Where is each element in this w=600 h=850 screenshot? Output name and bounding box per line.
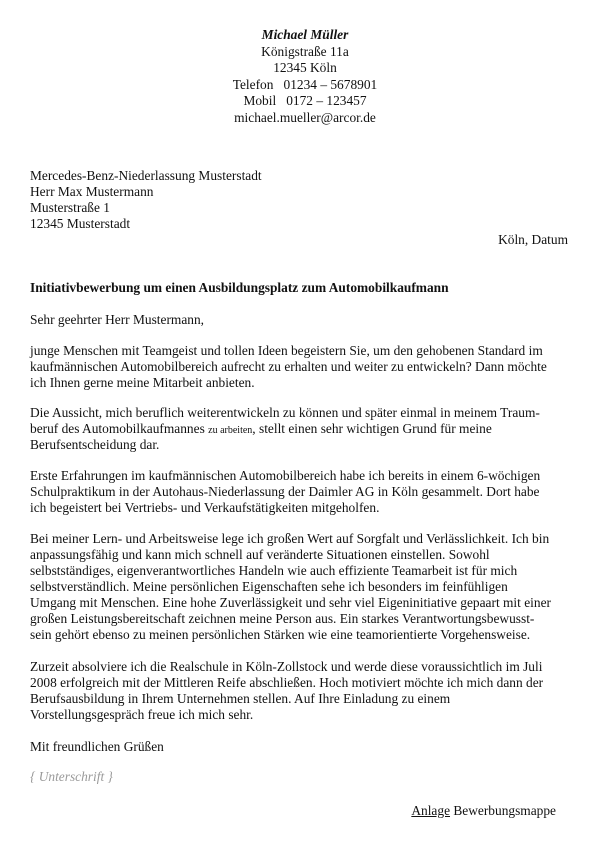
paragraph-line: sein gehört ebenso zu meinen persönlichen Stärken wie eine teamorientierte Vorgehensweise. [30, 627, 531, 642]
paragraph-line [30, 421, 575, 437]
paragraph-1 [30, 343, 575, 391]
sender-city: 12345 Köln [273, 60, 337, 75]
sender-block [210, 27, 400, 126]
paragraph-line: Berufsentscheidung dar. [30, 437, 160, 452]
paragraph-line: ich begeistert bei Vertriebs- und Verkaufstätigkeiten mitgeholfen. [30, 500, 380, 515]
paragraph-line: Die Aussicht, mich beruflich weiterentwickeln zu können und später einmal in meinem Traum- [30, 405, 540, 420]
attachment-note [411, 803, 556, 819]
paragraph-line: Umgang mit Menschen. Eine hohe Zuverlässigkeit und sehr viel Eigeninitiative gepaart mit einer [30, 595, 551, 610]
sender-email: michael.mueller@arcor.de [234, 109, 376, 125]
subject-line: Initiativbewerbung um einen Ausbildungsplatz zum Automobilkaufmann [30, 280, 449, 295]
paragraph-line: Zurzeit absolviere ich die Realschule in Köln-Zollstock und werde diese voraussichtlich im Juli [30, 659, 543, 674]
paragraph-line: Berufsausbildung in Ihrem Unternehmen stellen. Auf Ihre Einladung zu einem [30, 691, 451, 706]
paragraph-line: junge Menschen mit Teamgeist und tollen Ideen begeistern Sie, um den gehobenen Standard im [30, 343, 543, 358]
recipient-block [30, 168, 262, 232]
salutation: Sehr geehrter Herr Mustermann, [30, 312, 205, 327]
sender-name: Michael Müller [261, 27, 349, 42]
paragraph-5 [30, 659, 575, 723]
paragraph-3 [30, 468, 575, 516]
paragraph-line: selbstständiges, eigenverantwortliches Handeln wie auch effiziente Teamarbeit ist für mich [30, 563, 518, 578]
closing-phrase: Mit freundlichen Grüßen [30, 739, 164, 754]
paragraph-text: beruf des Automobilkaufmannes [30, 421, 209, 436]
paragraph-4 [30, 531, 575, 643]
attachment-label: Anlage [411, 803, 451, 818]
sender-street: Königstraße 11a [261, 43, 349, 59]
place-date: Köln, Datum [498, 232, 568, 247]
paragraph-line: Erste Erfahrungen im kaufmännischen Automobilbereich habe ich bereits in einem 6-wöchigen [30, 468, 541, 483]
sender-mobile: Mobil 0172 – 123457 [243, 93, 367, 108]
paragraph-line: großen Leistungsbereitschaft zeichnen meine Person aus. Ein starkes Verantwortungsbewusst- [30, 611, 535, 626]
recipient-person: Herr Max Mustermann [30, 184, 154, 199]
paragraph-line: kaufmännischen Automobilbereich aufrecht zu erhalten und weiter zu entwickeln? Dann möchte [30, 359, 547, 374]
paragraph-2 [30, 405, 575, 453]
recipient-company: Mercedes-Benz-Niederlassung Musterstadt [30, 168, 262, 183]
paragraph-text-small: zu arbeiten [208, 425, 253, 436]
paragraph-line: selbstverständlich. Meine persönlichen Eigenschaften sehe ich besonders im feinfühligen [30, 579, 508, 594]
paragraph-text: , stellt einen sehr wichtigen Grund für meine [252, 421, 492, 436]
recipient-street: Musterstraße 1 [30, 200, 110, 215]
signature-placeholder: { Unterschrift } [30, 769, 113, 784]
paragraph-line: Bei meiner Lern- und Arbeitsweise lege ich großen Wert auf Sorgfalt und Verlässlichkeit. Ich bin [30, 531, 550, 546]
paragraph-line: ich Ihnen gerne meine Mitarbeit anbieten. [30, 375, 255, 390]
paragraph-line: Vorstellungsgespräch freue ich mich sehr. [30, 707, 254, 722]
paragraph-line: Schulpraktikum in der Autohaus-Niederlassung der Daimler AG in Köln gesammelt. Dort habe [30, 484, 540, 499]
paragraph-line: 2008 erfolgreich mit der Mittleren Reife abschließen. Hoch motiviert möchte ich mich dann der [30, 675, 544, 690]
recipient-city: 12345 Musterstadt [30, 216, 131, 231]
paragraph-line: anpassungsfähig und kann mich schnell auf veränderte Situationen einstellen. Sowohl [30, 547, 490, 562]
sender-phone: Telefon 01234 – 5678901 [232, 76, 378, 92]
attachment-text: Bewerbungsmappe [450, 803, 556, 818]
